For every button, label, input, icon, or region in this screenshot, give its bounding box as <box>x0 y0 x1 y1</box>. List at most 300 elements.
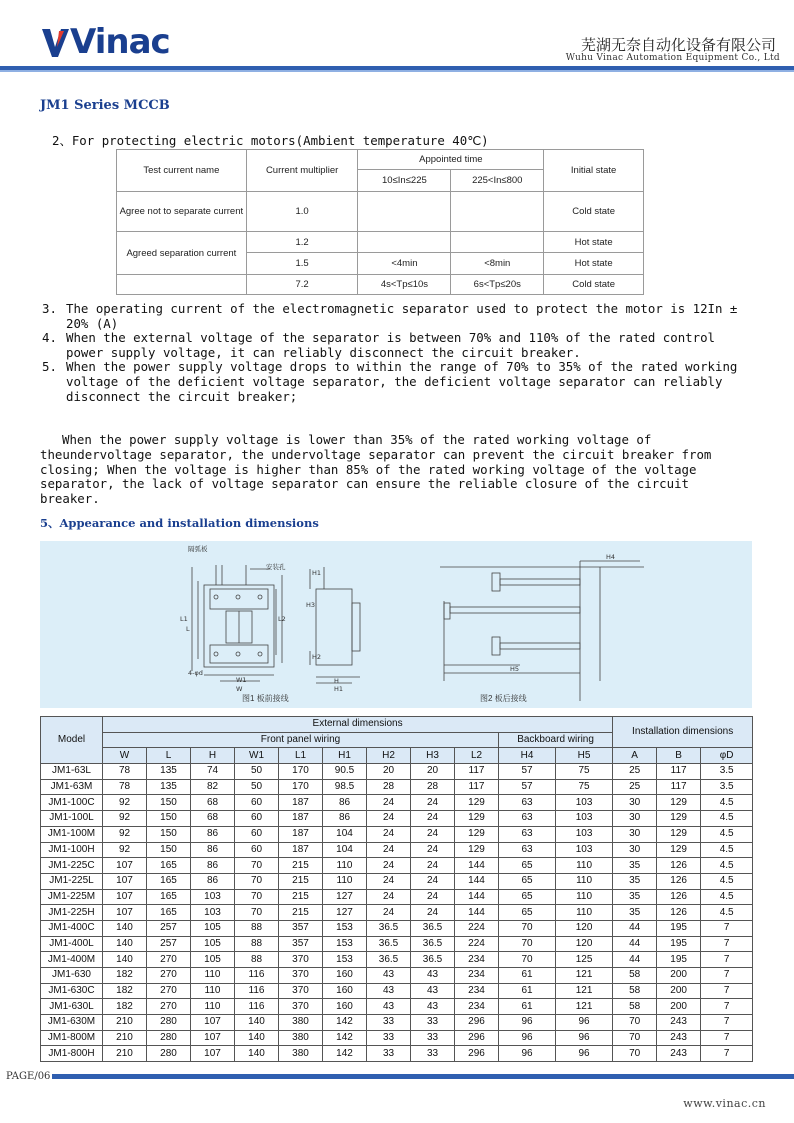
dimension-cell: 4.5 <box>701 889 753 905</box>
dimension-cell: 107 <box>103 873 147 889</box>
dimension-cell: 24 <box>411 811 455 827</box>
table-row <box>41 999 753 1015</box>
dimension-cell: 24 <box>367 795 411 811</box>
dimension-cell: 63 <box>499 811 556 827</box>
dim-H: H <box>334 677 339 685</box>
dimension-cell: 165 <box>147 858 191 874</box>
dimension-cell: 357 <box>279 936 323 952</box>
dimension-cell: 88 <box>235 936 279 952</box>
dimension-cell: 280 <box>147 1046 191 1062</box>
dimension-cell: 110 <box>556 889 613 905</box>
undervoltage-paragraph: When the power supply voltage is lower than 35% of the rated working voltage of theundervoltage separator, the undervoltage separator can prevent the circuit breaker from closing; When the voltage is higher than 85% of the rated working voltage of the voltage separator, the lack of voltage separator can ensure the reliable closure of the circuit breaker. <box>40 432 712 507</box>
dimension-cell: 234 <box>455 952 499 968</box>
dimension-cell: 4.5 <box>701 826 753 842</box>
dimension-cell: 380 <box>279 1030 323 1046</box>
dimension-cell: 82 <box>191 779 235 795</box>
header-range-1: 10≤In≤225 <box>358 170 451 192</box>
dimension-cell: 104 <box>323 842 367 858</box>
dimension-cell: 127 <box>323 905 367 921</box>
dimension-cell: 370 <box>279 999 323 1015</box>
dimension-cell: 110 <box>556 858 613 874</box>
numbered-list <box>42 302 754 404</box>
dimension-cell: 195 <box>657 920 701 936</box>
dimension-cell: 33 <box>411 1046 455 1062</box>
table-row <box>41 1030 753 1046</box>
dimension-cell: 44 <box>613 952 657 968</box>
dimension-cell: 195 <box>657 952 701 968</box>
dimension-cell: 30 <box>613 795 657 811</box>
dimension-cell: 243 <box>657 1015 701 1031</box>
column-header: B <box>657 748 701 764</box>
column-header: H <box>191 748 235 764</box>
table-row <box>41 952 753 968</box>
dim-H2: H2 <box>312 653 322 661</box>
dimension-cell: 75 <box>556 779 613 795</box>
dimension-cell: 35 <box>613 858 657 874</box>
dimension-cell: 7 <box>701 1015 753 1031</box>
dimension-cell: 70 <box>235 905 279 921</box>
dimension-cell: 36.5 <box>367 936 411 952</box>
dimension-cell: 4.5 <box>701 842 753 858</box>
column-header: φD <box>701 748 753 764</box>
header-external: External dimensions <box>103 717 613 733</box>
dimension-cell: 63 <box>499 795 556 811</box>
item-text: When the power supply voltage drops to within the range of 70% to 35% of the rated working voltage of the deficient voltage separator, the deficient voltage separator can reliably disconnect the circuit breaker; <box>66 359 738 404</box>
state-cell: Cold state <box>544 275 644 295</box>
dimension-cell: 116 <box>235 999 279 1015</box>
time-cell-1 <box>358 232 451 253</box>
model-cell: JM1-630C <box>41 983 103 999</box>
dimension-cell: 234 <box>455 968 499 984</box>
dimension-cell: 24 <box>411 905 455 921</box>
dimension-cell: 182 <box>103 968 147 984</box>
column-header: L2 <box>455 748 499 764</box>
column-header: L1 <box>279 748 323 764</box>
dimension-cell: 24 <box>367 826 411 842</box>
dimension-cell: 107 <box>103 889 147 905</box>
dimension-cell: 140 <box>103 920 147 936</box>
dimension-cell: 140 <box>235 1046 279 1062</box>
dimension-cell: 280 <box>147 1015 191 1031</box>
table-row <box>117 192 644 232</box>
item-number: 4. <box>42 330 57 346</box>
dimension-cell: 57 <box>499 764 556 780</box>
multiplier-cell: 1.5 <box>246 253 358 275</box>
dimension-cell: 210 <box>103 1030 147 1046</box>
header-multiplier: Current multiplier <box>246 150 358 192</box>
list-item <box>42 331 754 360</box>
dimension-cell: 150 <box>147 826 191 842</box>
header-test-current: Test current name <box>117 150 247 192</box>
dimension-cell: 210 <box>103 1015 147 1031</box>
dimension-cell: 68 <box>191 811 235 827</box>
dimension-cell: 182 <box>103 999 147 1015</box>
dimension-cell: 110 <box>556 905 613 921</box>
column-header: H5 <box>556 748 613 764</box>
logo-text: Vinac <box>70 22 170 62</box>
dimension-cell: 200 <box>657 999 701 1015</box>
dimension-cell: 4.5 <box>701 905 753 921</box>
website: www.vinac.cn <box>683 1097 766 1110</box>
dimension-cell: 20 <box>367 764 411 780</box>
time-cell-2 <box>451 232 544 253</box>
dimension-cell: 24 <box>411 826 455 842</box>
dimension-cell: 24 <box>411 889 455 905</box>
dimension-cell: 60 <box>235 826 279 842</box>
dimension-cell: 50 <box>235 764 279 780</box>
dimension-cell: 187 <box>279 795 323 811</box>
dimension-cell: 43 <box>367 983 411 999</box>
dimension-cell: 187 <box>279 842 323 858</box>
header-model: Model <box>41 717 103 764</box>
dimension-cell: 110 <box>323 873 367 889</box>
model-cell: JM1-100C <box>41 795 103 811</box>
test-current-name: Agreed separation current <box>117 232 247 275</box>
dimension-cell: 105 <box>191 920 235 936</box>
dimension-cell: 96 <box>556 1030 613 1046</box>
dimension-cell: 117 <box>455 779 499 795</box>
dimension-cell: 140 <box>103 936 147 952</box>
dimension-cell: 160 <box>323 999 367 1015</box>
header-appointed-time: Appointed time <box>358 150 544 170</box>
dimension-cell: 126 <box>657 889 701 905</box>
vinac-logo-mark-icon <box>40 25 70 59</box>
dimension-cell: 270 <box>147 952 191 968</box>
dimension-cell: 224 <box>455 920 499 936</box>
table-row <box>41 920 753 936</box>
dimension-cell: 107 <box>103 858 147 874</box>
model-cell: JM1-400L <box>41 936 103 952</box>
dimension-cell: 126 <box>657 858 701 874</box>
dimension-cell: 63 <box>499 826 556 842</box>
motor-section-title: 2、For protecting electric motors(Ambient temperature 40℃) <box>52 133 489 148</box>
dimension-cell: 144 <box>455 873 499 889</box>
dimension-cell: 24 <box>367 905 411 921</box>
dimension-cell: 70 <box>235 873 279 889</box>
dimension-cell: 50 <box>235 779 279 795</box>
table-row <box>41 889 753 905</box>
time-cell-1: <4min <box>358 253 451 275</box>
model-cell: JM1-225C <box>41 858 103 874</box>
dimension-cell: 44 <box>613 936 657 952</box>
dimension-cell: 200 <box>657 983 701 999</box>
dimension-cell: 96 <box>499 1046 556 1062</box>
dimension-cell: 30 <box>613 842 657 858</box>
dimension-cell: 129 <box>455 795 499 811</box>
dimension-cell: 270 <box>147 983 191 999</box>
dimension-cell: 30 <box>613 826 657 842</box>
dimension-cell: 187 <box>279 826 323 842</box>
dimension-cell: 380 <box>279 1046 323 1062</box>
model-cell: JM1-630L <box>41 999 103 1015</box>
dimension-cell: 24 <box>411 858 455 874</box>
dimension-cell: 96 <box>556 1015 613 1031</box>
dim-4-phid: 4-φd <box>188 669 203 677</box>
dimension-cell: 234 <box>455 999 499 1015</box>
table-row <box>41 983 753 999</box>
dimension-cell: 24 <box>367 842 411 858</box>
dimension-cell: 129 <box>657 811 701 827</box>
dimension-cell: 103 <box>556 826 613 842</box>
column-header: W1 <box>235 748 279 764</box>
dim-H4: H4 <box>606 553 616 561</box>
dimension-cell: 140 <box>235 1015 279 1031</box>
dimension-cell: 96 <box>499 1030 556 1046</box>
dimension-cell: 86 <box>191 842 235 858</box>
table-row <box>41 905 753 921</box>
multiplier-cell: 1.0 <box>246 192 358 232</box>
dim-W1: W1 <box>236 676 247 684</box>
column-header: H1 <box>323 748 367 764</box>
model-cell: JM1-63M <box>41 779 103 795</box>
dimension-cell: 4.5 <box>701 858 753 874</box>
dimension-cell: 142 <box>323 1015 367 1031</box>
item-text: When the external voltage of the separator is between 70% and 110% of the rated control power supply voltage, it can reliably disconnect the circuit breaker. <box>66 330 716 360</box>
dimension-cell: 110 <box>323 858 367 874</box>
model-cell: JM1-400C <box>41 920 103 936</box>
dimension-cell: 165 <box>147 873 191 889</box>
dimension-cell: 165 <box>147 905 191 921</box>
dim-H1: H1 <box>334 685 344 693</box>
company-name-cn: 芜湖无奈自动化设备有限公司 <box>580 36 776 54</box>
dimension-cell: 35 <box>613 889 657 905</box>
dimension-cell: 86 <box>323 795 367 811</box>
dimension-cell: 25 <box>613 779 657 795</box>
column-header: H4 <box>499 748 556 764</box>
dimension-cell: 117 <box>455 764 499 780</box>
item-number: 5. <box>42 359 57 375</box>
dimension-cell: 370 <box>279 983 323 999</box>
dimension-cell: 33 <box>411 1015 455 1031</box>
dimension-cell: 117 <box>657 764 701 780</box>
dimension-cell: 165 <box>147 889 191 905</box>
dimension-cell: 380 <box>279 1015 323 1031</box>
dimension-cell: 36.5 <box>411 920 455 936</box>
dimension-cell: 215 <box>279 858 323 874</box>
dimension-cell: 103 <box>556 842 613 858</box>
dimension-cell: 24 <box>367 873 411 889</box>
dimension-cell: 7 <box>701 999 753 1015</box>
model-cell: JM1-800H <box>41 1046 103 1062</box>
dimension-cell: 257 <box>147 920 191 936</box>
dimension-cell: 43 <box>367 999 411 1015</box>
dimension-cell: 150 <box>147 842 191 858</box>
list-item <box>42 360 754 404</box>
dimension-cell: 33 <box>367 1046 411 1062</box>
dimension-cell: 280 <box>147 1030 191 1046</box>
dimension-cell: 70 <box>235 858 279 874</box>
dimension-cell: 61 <box>499 999 556 1015</box>
dimension-cell: 296 <box>455 1046 499 1062</box>
dimension-cell: 296 <box>455 1030 499 1046</box>
dimension-cell: 103 <box>556 811 613 827</box>
dimension-cell: 70 <box>235 889 279 905</box>
dimension-cell: 370 <box>279 952 323 968</box>
dimension-cell: 127 <box>323 889 367 905</box>
dimension-cell: 24 <box>411 842 455 858</box>
dimension-cell: 24 <box>367 811 411 827</box>
dimension-cell: 104 <box>323 826 367 842</box>
dimension-cell: 70 <box>613 1030 657 1046</box>
header-initial-state: Initial state <box>544 150 644 192</box>
multiplier-cell: 7.2 <box>246 275 358 295</box>
dimension-cell: 86 <box>191 873 235 889</box>
section-5-title: 5、Appearance and installation dimensions <box>40 516 319 530</box>
dimension-cell: 103 <box>556 795 613 811</box>
dimensions-table <box>40 716 753 1062</box>
column-header: A <box>613 748 657 764</box>
dimension-cell: 44 <box>613 920 657 936</box>
dimension-cell: 74 <box>191 764 235 780</box>
dimension-cell: 129 <box>657 826 701 842</box>
dimension-cell: 88 <box>235 920 279 936</box>
dimension-cell: 78 <box>103 779 147 795</box>
series-title: JM1 Series MCCB <box>40 98 170 113</box>
dimension-cell: 65 <box>499 905 556 921</box>
dimension-cell: 4.5 <box>701 873 753 889</box>
installation-diagram <box>40 541 752 708</box>
dimension-cell: 61 <box>499 968 556 984</box>
page-number: PAGE/06 <box>6 1071 51 1082</box>
column-header: W <box>103 748 147 764</box>
table-row <box>41 968 753 984</box>
header-back: Backboard wiring <box>499 732 613 748</box>
model-cell: JM1-100H <box>41 842 103 858</box>
dimension-cell: 160 <box>323 968 367 984</box>
dimension-cell: 25 <box>613 764 657 780</box>
dimension-cell: 20 <box>411 764 455 780</box>
model-cell: JM1-225H <box>41 905 103 921</box>
table-row <box>41 842 753 858</box>
dimension-cell: 7 <box>701 968 753 984</box>
dimension-cell: 68 <box>191 795 235 811</box>
dimension-cell: 70 <box>613 1046 657 1062</box>
time-cell-2: 6s<Tp≤20s <box>451 275 544 295</box>
dimension-cell: 24 <box>367 858 411 874</box>
dimension-cell: 153 <box>323 952 367 968</box>
dimension-cell: 153 <box>323 936 367 952</box>
dimension-cell: 92 <box>103 811 147 827</box>
dimension-cell: 140 <box>235 1030 279 1046</box>
dimension-cell: 24 <box>411 795 455 811</box>
dimension-cell: 43 <box>367 968 411 984</box>
time-cell-1: 4s<Tp≤10s <box>358 275 451 295</box>
dimension-cell: 33 <box>411 1030 455 1046</box>
dimension-cell: 126 <box>657 905 701 921</box>
dimension-cell: 63 <box>499 842 556 858</box>
dimension-cell: 36.5 <box>411 952 455 968</box>
list-item <box>42 302 754 331</box>
dimension-cell: 65 <box>499 889 556 905</box>
dimension-cell: 103 <box>191 905 235 921</box>
dimension-cell: 43 <box>411 983 455 999</box>
dimension-drawing <box>40 541 752 708</box>
header-range-2: 225<In≤800 <box>451 170 544 192</box>
dimension-cell: 215 <box>279 905 323 921</box>
column-header: H3 <box>411 748 455 764</box>
time-cell-2: <8min <box>451 253 544 275</box>
item-number: 3. <box>42 301 57 316</box>
dim-L1: L1 <box>180 615 188 623</box>
table-row <box>41 795 753 811</box>
dimension-cell: 65 <box>499 873 556 889</box>
dimension-cell: 70 <box>499 936 556 952</box>
dimension-cell: 3.5 <box>701 779 753 795</box>
time-cell-1 <box>358 192 451 232</box>
dimension-cell: 210 <box>103 1046 147 1062</box>
dim-L: L <box>186 625 190 633</box>
dimension-cell: 129 <box>455 811 499 827</box>
dimension-cell: 107 <box>191 1030 235 1046</box>
dimension-cell: 182 <box>103 983 147 999</box>
dimension-cell: 3.5 <box>701 764 753 780</box>
dimension-cell: 105 <box>191 952 235 968</box>
time-cell-2 <box>451 192 544 232</box>
table-row <box>117 232 644 253</box>
dimension-cell: 7 <box>701 920 753 936</box>
dimension-cell: 88 <box>235 952 279 968</box>
dimension-cell: 144 <box>455 905 499 921</box>
dimension-cell: 92 <box>103 826 147 842</box>
test-current-name: Agree not to separate current <box>117 192 247 232</box>
dim-H3: H3 <box>306 601 316 609</box>
table-row <box>41 858 753 874</box>
dimension-cell: 270 <box>147 999 191 1015</box>
dimension-cell: 4.5 <box>701 795 753 811</box>
dimension-cell: 65 <box>499 858 556 874</box>
model-cell: JM1-225M <box>41 889 103 905</box>
dimension-cell: 28 <box>367 779 411 795</box>
dimension-cell: 4.5 <box>701 811 753 827</box>
table-row <box>41 1015 753 1031</box>
dimension-cell: 60 <box>235 842 279 858</box>
dimension-cell: 33 <box>367 1015 411 1031</box>
dimension-cell: 243 <box>657 1030 701 1046</box>
dimension-cell: 234 <box>455 983 499 999</box>
dimension-cell: 129 <box>657 795 701 811</box>
table-row <box>41 826 753 842</box>
table-row <box>41 779 753 795</box>
dim-H1-top: H1 <box>312 569 322 577</box>
dimension-cell: 58 <box>613 999 657 1015</box>
dimension-cell: 24 <box>411 873 455 889</box>
dimension-cell: 7 <box>701 936 753 952</box>
dimension-cell: 150 <box>147 811 191 827</box>
dimension-cell: 215 <box>279 873 323 889</box>
dimension-cell: 144 <box>455 889 499 905</box>
dimension-cell: 60 <box>235 795 279 811</box>
label-mount-hole: 安装孔 <box>266 563 286 571</box>
dimension-cell: 120 <box>556 936 613 952</box>
model-cell: JM1-100L <box>41 811 103 827</box>
dimension-cell: 107 <box>191 1015 235 1031</box>
dimension-cell: 126 <box>657 873 701 889</box>
dimension-cell: 129 <box>657 842 701 858</box>
dimension-cell: 61 <box>499 983 556 999</box>
dimension-cell: 110 <box>191 999 235 1015</box>
dimension-cell: 140 <box>103 952 147 968</box>
model-cell: JM1-630M <box>41 1015 103 1031</box>
dimension-cell: 98.5 <box>323 779 367 795</box>
figure-2-caption: 图2 板后接线 <box>480 694 527 703</box>
item-text: The operating current of the electromagnetic separator used to protect the motor is 12In ± 20% (A) <box>66 301 738 331</box>
dimension-cell: 86 <box>323 811 367 827</box>
dimension-cell: 28 <box>411 779 455 795</box>
dimension-cell: 30 <box>613 811 657 827</box>
model-cell: JM1-800M <box>41 1030 103 1046</box>
dimension-cell: 105 <box>191 936 235 952</box>
dimension-cell: 103 <box>191 889 235 905</box>
